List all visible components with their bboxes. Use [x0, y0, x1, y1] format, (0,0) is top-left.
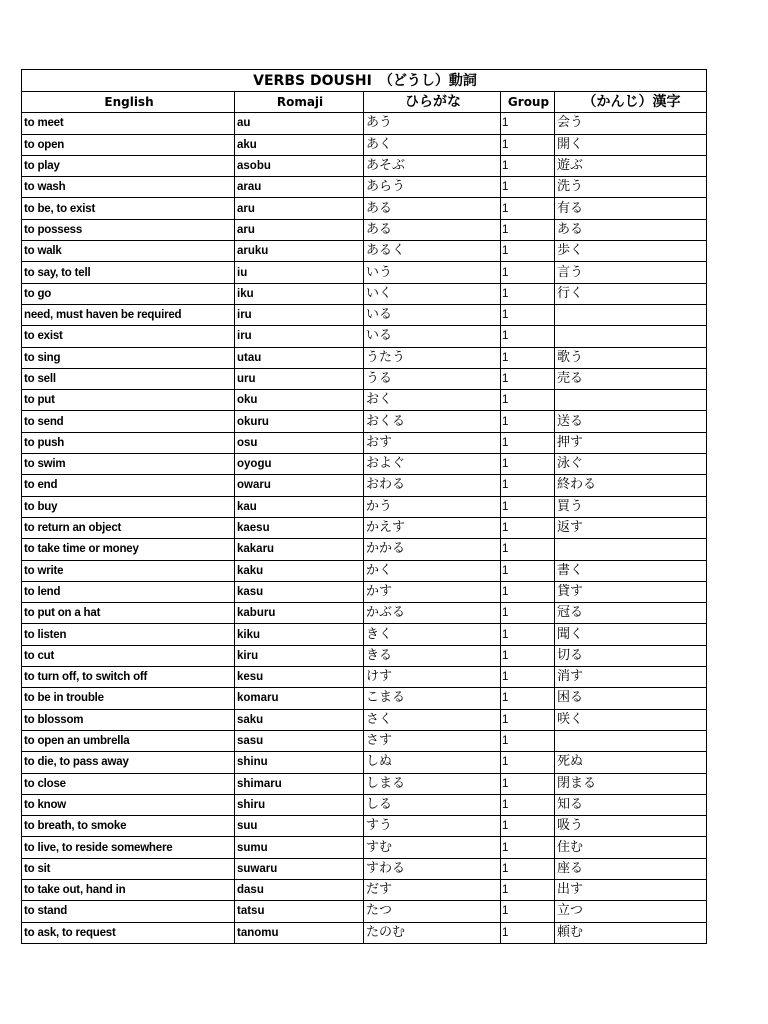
hiragana-cell: たのむ	[364, 922, 501, 943]
romaji-cell: kiku	[235, 624, 364, 645]
table-row	[22, 496, 707, 517]
hiragana-cell: おす	[364, 432, 501, 453]
romaji-cell: kesu	[235, 667, 364, 688]
hiragana-cell: うる	[364, 368, 501, 389]
group-cell: 1	[501, 816, 555, 837]
column-header-kanji: （かんじ）漢字	[555, 92, 707, 113]
group-cell: 1	[501, 858, 555, 879]
table-row	[22, 816, 707, 837]
table-row	[22, 134, 707, 155]
kanji-cell: 聞く	[555, 624, 707, 645]
romaji-cell: suwaru	[235, 858, 364, 879]
hiragana-cell: あう	[364, 113, 501, 134]
english-cell: to end	[22, 475, 235, 496]
english-cell: to close	[22, 773, 235, 794]
group-cell: 1	[501, 411, 555, 432]
romaji-cell: kaesu	[235, 517, 364, 538]
english-cell: to cut	[22, 645, 235, 666]
hiragana-cell: けす	[364, 667, 501, 688]
english-cell: to sell	[22, 368, 235, 389]
group-cell: 1	[501, 837, 555, 858]
romaji-cell: tanomu	[235, 922, 364, 943]
group-cell: 1	[501, 347, 555, 368]
english-cell: to stand	[22, 901, 235, 922]
group-cell: 1	[501, 624, 555, 645]
table-row	[22, 304, 707, 325]
group-cell: 1	[501, 730, 555, 751]
english-cell: to send	[22, 411, 235, 432]
english-cell: to push	[22, 432, 235, 453]
hiragana-cell: かう	[364, 496, 501, 517]
table-row	[22, 411, 707, 432]
table-row	[22, 241, 707, 262]
hiragana-cell: たつ	[364, 901, 501, 922]
hiragana-cell: だす	[364, 879, 501, 900]
kanji-cell: 咲く	[555, 709, 707, 730]
hiragana-cell: かく	[364, 560, 501, 581]
group-cell: 1	[501, 134, 555, 155]
romaji-cell: kaku	[235, 560, 364, 581]
table-row	[22, 347, 707, 368]
kanji-cell: 冠る	[555, 603, 707, 624]
english-cell: need, must haven be required	[22, 304, 235, 325]
kanji-cell: 座る	[555, 858, 707, 879]
table-row	[22, 113, 707, 134]
hiragana-cell: きく	[364, 624, 501, 645]
kanji-cell	[555, 539, 707, 560]
kanji-cell: 貸す	[555, 581, 707, 602]
english-cell: to write	[22, 560, 235, 581]
kanji-cell: 泳ぐ	[555, 454, 707, 475]
english-cell: to ask, to request	[22, 922, 235, 943]
romaji-cell: sumu	[235, 837, 364, 858]
table-row	[22, 603, 707, 624]
romaji-cell: aruku	[235, 241, 364, 262]
kanji-cell: 言う	[555, 262, 707, 283]
romaji-cell: owaru	[235, 475, 364, 496]
kanji-cell: 頼む	[555, 922, 707, 943]
kanji-cell: 死ぬ	[555, 752, 707, 773]
group-cell: 1	[501, 475, 555, 496]
kanji-cell: 歌う	[555, 347, 707, 368]
table-row	[22, 326, 707, 347]
table-row	[22, 432, 707, 453]
table-row	[22, 773, 707, 794]
romaji-cell: iu	[235, 262, 364, 283]
table-row	[22, 922, 707, 943]
group-cell: 1	[501, 283, 555, 304]
table-row	[22, 879, 707, 900]
kanji-cell: 洗う	[555, 177, 707, 198]
verbs-table	[21, 69, 707, 944]
kanji-cell: 押す	[555, 432, 707, 453]
table-row	[22, 581, 707, 602]
table-row	[22, 539, 707, 560]
hiragana-cell: きる	[364, 645, 501, 666]
english-cell: to meet	[22, 113, 235, 134]
english-cell: to sit	[22, 858, 235, 879]
hiragana-cell: ある	[364, 198, 501, 219]
kanji-cell	[555, 304, 707, 325]
group-cell: 1	[501, 539, 555, 560]
hiragana-cell: いく	[364, 283, 501, 304]
hiragana-cell: おく	[364, 390, 501, 411]
english-cell: to blossom	[22, 709, 235, 730]
table-row	[22, 560, 707, 581]
table-row	[22, 624, 707, 645]
group-cell: 1	[501, 241, 555, 262]
table-row	[22, 837, 707, 858]
english-cell: to swim	[22, 454, 235, 475]
group-cell: 1	[501, 922, 555, 943]
group-cell: 1	[501, 901, 555, 922]
romaji-cell: dasu	[235, 879, 364, 900]
table-row	[22, 368, 707, 389]
group-cell: 1	[501, 326, 555, 347]
english-cell: to possess	[22, 219, 235, 240]
group-cell: 1	[501, 581, 555, 602]
romaji-cell: oyogu	[235, 454, 364, 475]
group-cell: 1	[501, 794, 555, 815]
kanji-cell: 送る	[555, 411, 707, 432]
table-row	[22, 645, 707, 666]
english-cell: to open	[22, 134, 235, 155]
english-cell: to buy	[22, 496, 235, 517]
kanji-cell	[555, 730, 707, 751]
column-header-group: Group	[501, 92, 555, 113]
english-cell: to die, to pass away	[22, 752, 235, 773]
kanji-cell: 開く	[555, 134, 707, 155]
table-row	[22, 901, 707, 922]
group-cell: 1	[501, 517, 555, 538]
table-row	[22, 283, 707, 304]
hiragana-cell: ある	[364, 219, 501, 240]
table-row	[22, 517, 707, 538]
table-row	[22, 198, 707, 219]
column-header-hiragana: ひらがな	[364, 92, 501, 113]
kanji-cell: 出す	[555, 879, 707, 900]
group-cell: 1	[501, 304, 555, 325]
kanji-cell: 買う	[555, 496, 707, 517]
romaji-cell: iku	[235, 283, 364, 304]
kanji-cell	[555, 390, 707, 411]
english-cell: to play	[22, 155, 235, 176]
romaji-cell: shiru	[235, 794, 364, 815]
group-cell: 1	[501, 390, 555, 411]
kanji-cell: 閉まる	[555, 773, 707, 794]
table-body	[22, 113, 707, 944]
table-row	[22, 219, 707, 240]
hiragana-cell: しまる	[364, 773, 501, 794]
romaji-cell: aru	[235, 198, 364, 219]
group-cell: 1	[501, 262, 555, 283]
english-cell: to sing	[22, 347, 235, 368]
english-cell: to put on a hat	[22, 603, 235, 624]
kanji-cell: 歩く	[555, 241, 707, 262]
title-row	[22, 70, 707, 92]
romaji-cell: aku	[235, 134, 364, 155]
english-cell: to know	[22, 794, 235, 815]
table-title: VERBS DOUSHI （どうし）動詞	[22, 70, 707, 92]
table-row	[22, 475, 707, 496]
hiragana-cell: およぐ	[364, 454, 501, 475]
group-cell: 1	[501, 645, 555, 666]
romaji-cell: kaburu	[235, 603, 364, 624]
group-cell: 1	[501, 560, 555, 581]
group-cell: 1	[501, 603, 555, 624]
group-cell: 1	[501, 773, 555, 794]
romaji-cell: tatsu	[235, 901, 364, 922]
hiragana-cell: いう	[364, 262, 501, 283]
romaji-cell: asobu	[235, 155, 364, 176]
hiragana-cell: かす	[364, 581, 501, 602]
kanji-cell: 吸う	[555, 816, 707, 837]
table-row	[22, 709, 707, 730]
hiragana-cell: しぬ	[364, 752, 501, 773]
english-cell: to be in trouble	[22, 688, 235, 709]
romaji-cell: uru	[235, 368, 364, 389]
hiragana-cell: あそぶ	[364, 155, 501, 176]
kanji-cell: 困る	[555, 688, 707, 709]
english-cell: to open an umbrella	[22, 730, 235, 751]
romaji-cell: kakaru	[235, 539, 364, 560]
romaji-cell: au	[235, 113, 364, 134]
hiragana-cell: かえす	[364, 517, 501, 538]
hiragana-cell: いる	[364, 304, 501, 325]
english-cell: to put	[22, 390, 235, 411]
table-row	[22, 262, 707, 283]
english-cell: to be, to exist	[22, 198, 235, 219]
english-cell: to live, to reside somewhere	[22, 837, 235, 858]
group-cell: 1	[501, 454, 555, 475]
kanji-cell: ある	[555, 219, 707, 240]
table-row	[22, 730, 707, 751]
romaji-cell: shinu	[235, 752, 364, 773]
romaji-cell: utau	[235, 347, 364, 368]
kanji-cell: 売る	[555, 368, 707, 389]
kanji-cell: 会う	[555, 113, 707, 134]
hiragana-cell: すわる	[364, 858, 501, 879]
english-cell: to say, to tell	[22, 262, 235, 283]
hiragana-cell: うたう	[364, 347, 501, 368]
romaji-cell: iru	[235, 304, 364, 325]
hiragana-cell: こまる	[364, 688, 501, 709]
kanji-cell: 立つ	[555, 901, 707, 922]
group-cell: 1	[501, 752, 555, 773]
kanji-cell	[555, 326, 707, 347]
group-cell: 1	[501, 198, 555, 219]
table-row	[22, 752, 707, 773]
hiragana-cell: さす	[364, 730, 501, 751]
table-row	[22, 390, 707, 411]
english-cell: to turn off, to switch off	[22, 667, 235, 688]
header-row	[22, 92, 707, 113]
group-cell: 1	[501, 432, 555, 453]
romaji-cell: arau	[235, 177, 364, 198]
romaji-cell: iru	[235, 326, 364, 347]
english-cell: to wash	[22, 177, 235, 198]
romaji-cell: aru	[235, 219, 364, 240]
english-cell: to breath, to smoke	[22, 816, 235, 837]
english-cell: to take time or money	[22, 539, 235, 560]
hiragana-cell: しる	[364, 794, 501, 815]
group-cell: 1	[501, 709, 555, 730]
english-cell: to exist	[22, 326, 235, 347]
group-cell: 1	[501, 155, 555, 176]
hiragana-cell: あく	[364, 134, 501, 155]
kanji-cell: 行く	[555, 283, 707, 304]
group-cell: 1	[501, 879, 555, 900]
kanji-cell: 切る	[555, 645, 707, 666]
table-row	[22, 688, 707, 709]
table-row	[22, 155, 707, 176]
group-cell: 1	[501, 496, 555, 517]
kanji-cell: 遊ぶ	[555, 155, 707, 176]
romaji-cell: saku	[235, 709, 364, 730]
romaji-cell: kau	[235, 496, 364, 517]
english-cell: to take out, hand in	[22, 879, 235, 900]
hiragana-cell: かぶる	[364, 603, 501, 624]
hiragana-cell: かかる	[364, 539, 501, 560]
table-row	[22, 177, 707, 198]
group-cell: 1	[501, 219, 555, 240]
kanji-cell: 書く	[555, 560, 707, 581]
romaji-cell: shimaru	[235, 773, 364, 794]
kanji-cell: 有る	[555, 198, 707, 219]
english-cell: to go	[22, 283, 235, 304]
romaji-cell: okuru	[235, 411, 364, 432]
romaji-cell: osu	[235, 432, 364, 453]
hiragana-cell: おわる	[364, 475, 501, 496]
group-cell: 1	[501, 177, 555, 198]
hiragana-cell: おくる	[364, 411, 501, 432]
english-cell: to listen	[22, 624, 235, 645]
english-cell: to walk	[22, 241, 235, 262]
hiragana-cell: すう	[364, 816, 501, 837]
table-row	[22, 454, 707, 475]
hiragana-cell: すむ	[364, 837, 501, 858]
column-header-english: English	[22, 92, 235, 113]
kanji-cell: 終わる	[555, 475, 707, 496]
hiragana-cell: いる	[364, 326, 501, 347]
english-cell: to return an object	[22, 517, 235, 538]
romaji-cell: kiru	[235, 645, 364, 666]
table-row	[22, 858, 707, 879]
group-cell: 1	[501, 113, 555, 134]
hiragana-cell: さく	[364, 709, 501, 730]
kanji-cell: 返す	[555, 517, 707, 538]
english-cell: to lend	[22, 581, 235, 602]
kanji-cell: 住む	[555, 837, 707, 858]
table-row	[22, 794, 707, 815]
kanji-cell: 消す	[555, 667, 707, 688]
group-cell: 1	[501, 688, 555, 709]
table-row	[22, 667, 707, 688]
column-header-romaji: Romaji	[235, 92, 364, 113]
romaji-cell: kasu	[235, 581, 364, 602]
kanji-cell: 知る	[555, 794, 707, 815]
romaji-cell: suu	[235, 816, 364, 837]
romaji-cell: oku	[235, 390, 364, 411]
romaji-cell: komaru	[235, 688, 364, 709]
hiragana-cell: あるく	[364, 241, 501, 262]
group-cell: 1	[501, 368, 555, 389]
romaji-cell: sasu	[235, 730, 364, 751]
hiragana-cell: あらう	[364, 177, 501, 198]
group-cell: 1	[501, 667, 555, 688]
